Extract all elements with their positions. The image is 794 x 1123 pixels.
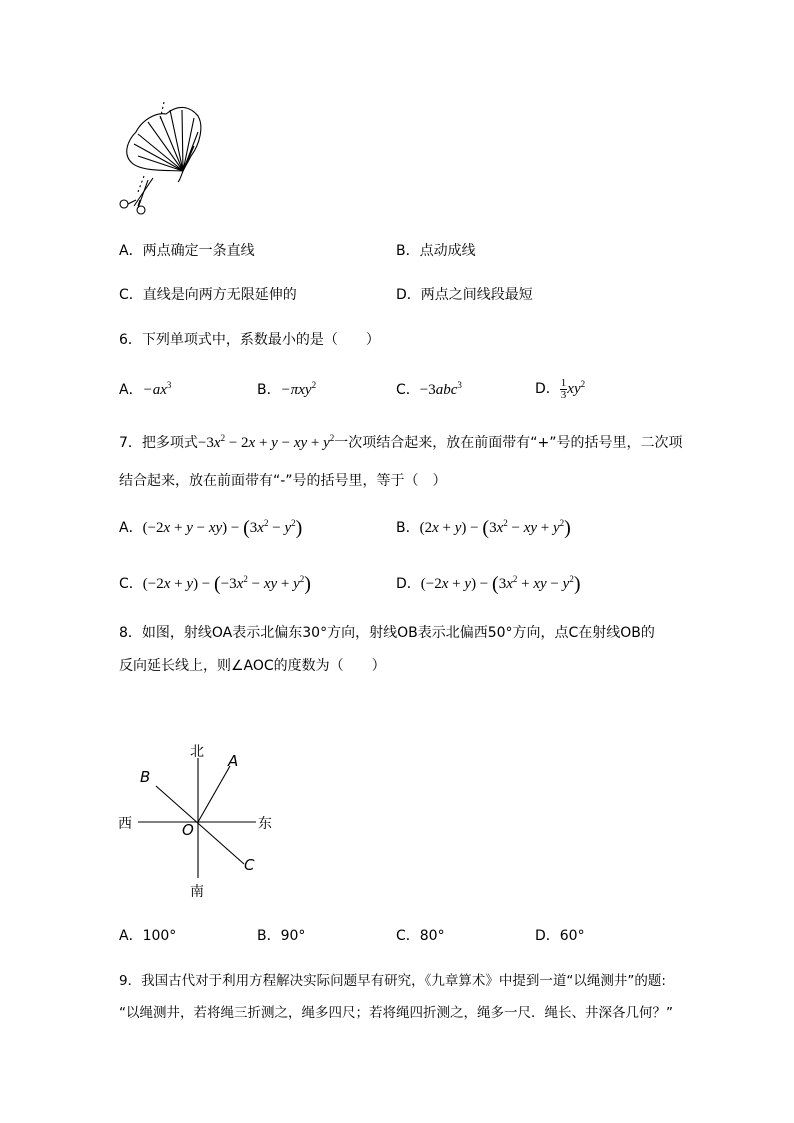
label-o: O [182,821,194,839]
option-label: B． [257,382,281,398]
q6-option-c [396,381,462,399]
label-b: B [140,768,151,786]
q7-expr-a: $(-2x + y - xy) - (3x^2 - y^2)$ [142,517,303,539]
option-label: D． [396,576,421,592]
q7-option-b [396,519,571,537]
q6-option-d [535,375,585,403]
q7-option-d [396,575,580,593]
q5-option-d: D．两点之间线段最短 [396,287,533,303]
ginkgo-scissors-figure [108,96,218,220]
q6-expr-b: −πxy$^2$ [280,380,317,398]
q7-expr-d: $(-2x + y) - (3x^2$ + xy − $y^2$) [420,573,581,595]
q7-expr-c: $(-2x + y) - (-3x^2$ − xy + $y^2$) [142,573,311,595]
q7-option-c [119,575,311,593]
q7-expr-b: $(2x + y) - (3x^2$ − xy + $y^2$) [419,517,571,539]
q7-stem-line1: 7．把多项式$-3x^2 - 2x + y$ − xy + $y^2$一次项结合起来，放在前面带有“+”号的括号里，二次项 [119,433,683,451]
option-label: C． [119,576,143,592]
q5-option-c: C．直线是向两方无限延伸的 [119,287,297,303]
option-label: A． [119,520,143,536]
q8-option-b: B．90° [257,928,306,944]
q7-polynomial: $-3x^2 - 2x + y$ − xy + $y^2$ [197,433,335,451]
option-label: B． [396,520,420,536]
q6-expr-c: −3abc$^3$ [419,380,462,398]
q6-expr-d: $\frac{1}{3}$ $xy^2$ [560,377,586,402]
q6-stem: 6．下列单项式中，系数最小的是（ ） [119,332,380,348]
ginkgo-stem [178,171,183,182]
option-label: C． [396,382,420,398]
ray-oa [198,766,230,822]
scissors-icon [120,178,153,214]
fraction: $\frac{1}{3}$ [560,377,567,402]
q6-option-a [119,381,171,399]
q5-option-b: B．点动成线 [396,243,476,259]
q5-option-a: A．两点确定一条直线 [119,243,255,259]
label-west: 西 [118,816,132,832]
cut-line-lower [138,176,144,192]
q9-line2: “以绳测井，若将绳三折测之，绳多四尺；若将绳四折测之，绳多一尺．绳长、井深各几何？” [119,1005,673,1021]
q8-direction-figure [110,740,290,905]
q9-line1: 9．我国古代对于利用方程解决实际问题早有研究，《九章算术》中提到一道“以绳测井”的题: [119,973,666,989]
q8-option-c: C．80° [396,928,445,944]
label-c: C [244,856,255,874]
ray-ob-extended [156,786,244,864]
q8-option-a: A．100° [119,928,177,944]
option-label: A． [119,382,143,398]
label-north: 北 [190,744,204,760]
label-south: 南 [190,884,204,900]
q7-option-a [119,519,302,537]
q7-stem-line2: 结合起来，放在前面带有“-”号的括号里，等于（ ） [119,473,447,489]
q6-option-b [257,381,316,399]
label-east: 东 [258,816,272,832]
q6-expr-a: $-ax^3$ [142,380,172,398]
option-label: D． [535,381,560,397]
label-a: A [228,752,239,770]
q8-option-d: D．60° [535,928,585,944]
q8-stem-line1: 8．如图，射线OA表示北偏东30°方向，射线OB表示北偏西50°方向，点C在射线OB的 [119,625,655,641]
q8-stem-line2: 反向延长线上，则∠AOC的度数为（ ） [119,658,386,674]
cut-line [160,102,164,120]
